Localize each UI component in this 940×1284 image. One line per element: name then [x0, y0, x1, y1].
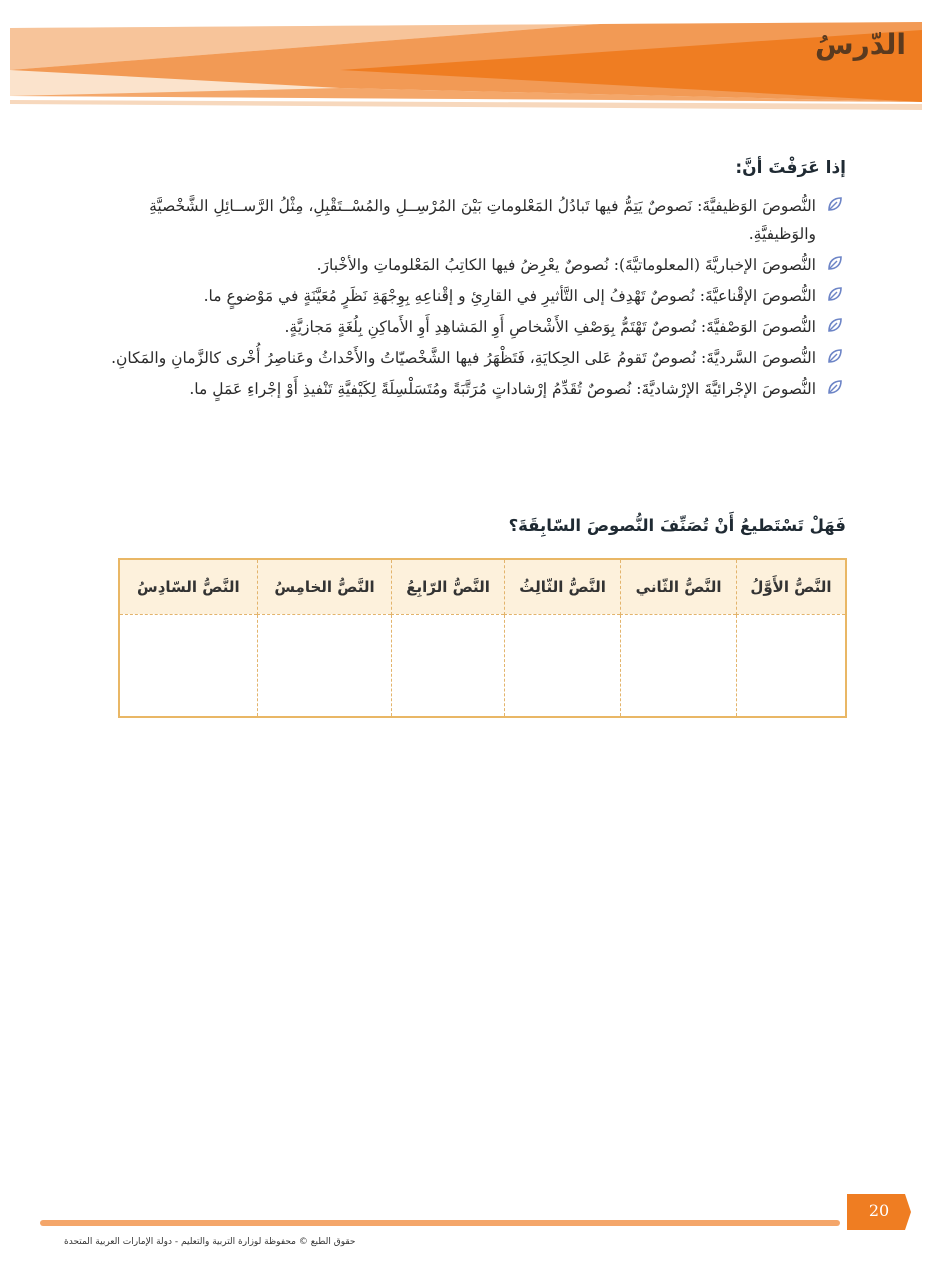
- column-header-text-1: النَّصُّ الأَوَّلُ: [736, 560, 845, 614]
- table-header-row: [120, 560, 845, 614]
- list-item: [109, 375, 844, 403]
- leaf-bullet-icon: [826, 254, 844, 272]
- list-item-text: النُّصوصَ الوَصْفيَّةَ: نُصوصٌ تَهْتَمُّ بِوَصْفِ الأَشْخاصِ أَوِ المَشاهِدِ أَوِ الأَماكِنِ بِلُغَةٍ مَجازيَّةٍ.: [284, 318, 816, 336]
- list-item-text: النُّصوصَ الإجْرائيَّةَ الإرْشاديَّةَ: نُصوصٌ تُقَدِّمُ إرْشاداتٍ مُرَتَّبَةً ومُتَسَلْسِلَةً لِكَيْفيَّةِ تَنْفيذِ أَوْ إجْراءِ عَمَلٍ ما.: [189, 380, 816, 398]
- column-header-text-4: النَّصُّ الرّابِعُ: [392, 560, 505, 614]
- leaf-bullet-icon: [826, 285, 844, 303]
- list-item-text: النُّصوصَ الإقْناعيَّةَ: نُصوصٌ تَهْدِفُ إلى التَّأثيرِ في القارِئِ و إقْناعِهِ بِوِجْهَةِ نَظَرٍ مُعَيَّنَةٍ في مَوْضوعٍ ما.: [203, 287, 816, 305]
- page-number: 20: [868, 1201, 890, 1220]
- text-types-list: [109, 192, 844, 406]
- list-item: [109, 192, 844, 248]
- list-item: [109, 313, 844, 341]
- header-banner: [0, 0, 940, 120]
- lesson-title: الدّرسُ: [814, 28, 906, 61]
- answer-cell-2[interactable]: [621, 614, 737, 716]
- answer-cell-6[interactable]: [120, 614, 257, 716]
- list-item: [109, 251, 844, 279]
- banner-graphic: [0, 0, 940, 120]
- intro-heading: إذا عَرَفْتَ أنَّ:: [735, 158, 846, 178]
- classification-question: فَهَلْ تَسْتَطيعُ أَنْ تُصَنِّفَ النُّصوصَ السّابِقَةَ؟: [508, 516, 846, 535]
- leaf-bullet-icon: [826, 378, 844, 396]
- leaf-bullet-icon: [826, 347, 844, 365]
- footer-bar: [40, 1218, 840, 1228]
- column-header-text-5: النَّصُّ الخامِسُ: [257, 560, 392, 614]
- list-item-text: النُّصوصَ الإخباريَّةَ (المعلوماتيَّةَ): نُصوصٌ يعْرِضُ فيها الكاتِبُ المَعْلوماتِ والأخْبارَ.: [316, 256, 816, 274]
- copyright-notice: حقوق الطبع © محفوظة لوزارة التربية والتعليم - دولة الإمارات العربية المتحدة: [64, 1237, 356, 1247]
- table-row: [120, 614, 845, 716]
- list-item: [109, 282, 844, 310]
- leaf-bullet-icon: [826, 195, 844, 213]
- list-item-text: النُّصوصَ الوَظيفيَّةَ: نَصوصٌ يَتِمُّ فيها تَبادُلُ المَعْلوماتِ بَيْنَ المُرْسِــلِ والمُسْــتَقْبِلِ، مِثْلُ الرَّســائِلِ الشَّخْصيَّةِ والوَظيفيَّةِ.: [149, 197, 816, 243]
- answer-cell-3[interactable]: [504, 614, 620, 716]
- answer-cell-4[interactable]: [392, 614, 505, 716]
- answer-cell-1[interactable]: [736, 614, 845, 716]
- column-header-text-2: النَّصُّ الثّاني: [621, 560, 737, 614]
- column-header-text-6: النَّصُّ السّادِسُ: [120, 560, 257, 614]
- column-header-text-3: النَّصُّ الثّالِثُ: [504, 560, 620, 614]
- leaf-bullet-icon: [826, 316, 844, 334]
- classification-table: [118, 558, 847, 718]
- list-item: [109, 344, 844, 372]
- answer-cell-5[interactable]: [257, 614, 392, 716]
- list-item-text: النُّصوصَ السَّرديَّةَ: نُصوصٌ تَقومُ عَلى الحِكايَةِ، فَتَظْهَرُ فيها الشَّخْصيّاتُ والأَحْداثُ وعَناصِرُ أُخْرى كالزَّمانِ والمَكانِ.: [111, 349, 816, 367]
